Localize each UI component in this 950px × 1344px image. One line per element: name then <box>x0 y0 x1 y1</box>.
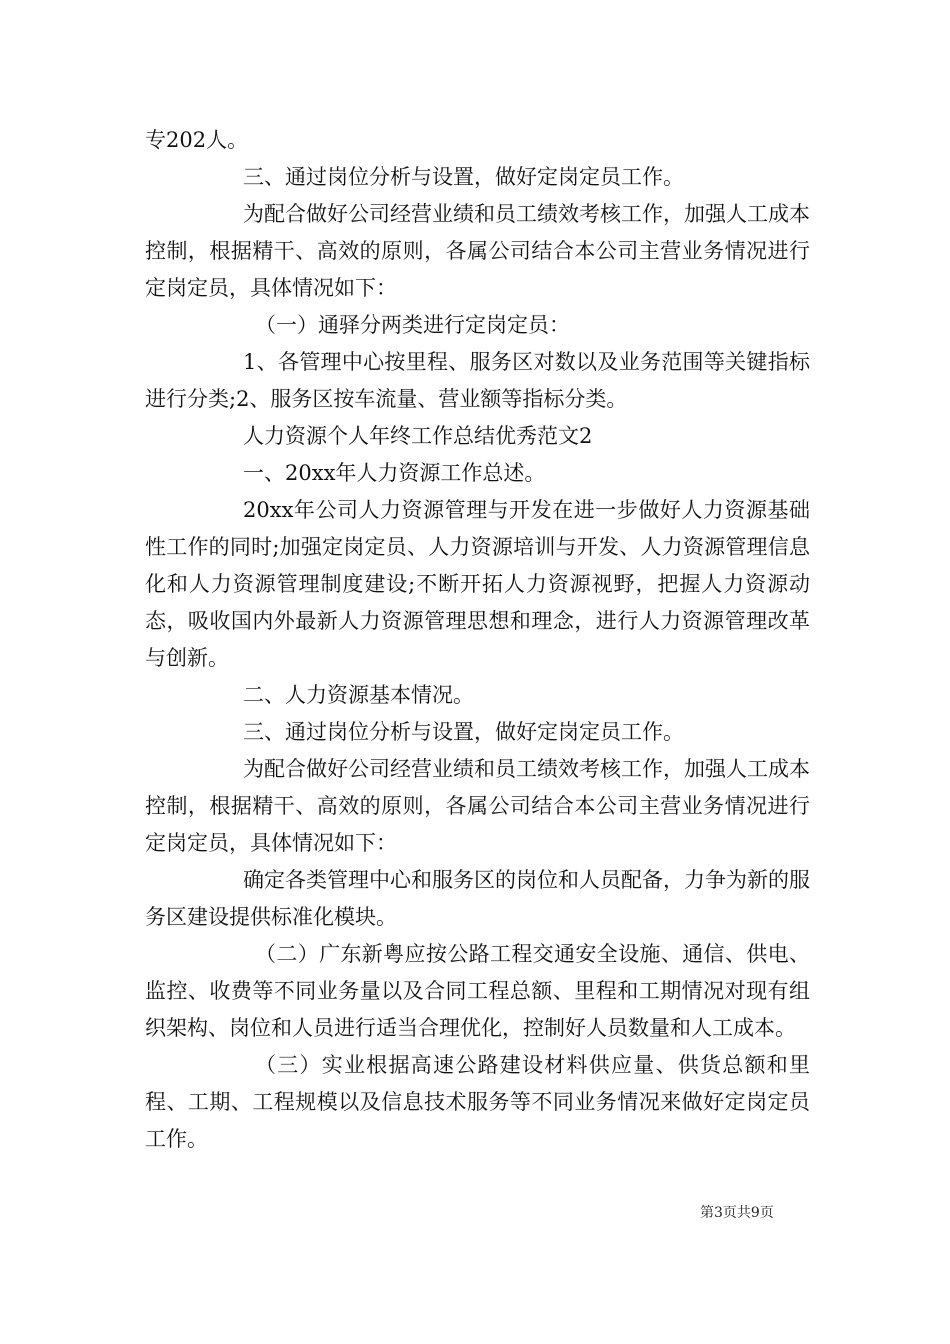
page-number: 第3页共9页 <box>700 1205 774 1221</box>
paragraph: 为配合做好公司经营业绩和员工绩效考核工作，加强人工成本控制，根据精干、高效的原则，各属公司结合本公司主营业务情况进行定岗定员，具体情况如下： <box>145 202 810 300</box>
section-heading-2: 二、人力资源基本情况。 <box>243 683 474 707</box>
paragraph: 确定各类管理中心和服务区的岗位和人员配备，力争为新的服务区建设提供标准化模块。 <box>145 868 810 929</box>
article-title: 人力资源个人年终工作总结优秀范文2 <box>243 424 593 448</box>
subsection-heading-3: （三）实业根据高速公路建设材料供应量、供货总额和里程、工期、工程规模以及信息技术服务等不同业务情况来做好定岗定员工作。 <box>145 1053 810 1151</box>
section-heading-3: 三、通过岗位分析与设置，做好定岗定员工作。 <box>243 720 684 744</box>
paragraph: 为配合做好公司经营业绩和员工绩效考核工作，加强人工成本控制，根据精干、高效的原则，各属公司结合本公司主营业务情况进行定岗定员，具体情况如下： <box>145 757 810 855</box>
paragraph-continuation: 专202人。 <box>145 128 249 152</box>
paragraph: 20xx年公司人力资源管理与开发在进一步做好人力资源基础性工作的同时;加强定岗定员、人力资源培训与开发、人力资源管理信息化和人力资源管理制度建设;不断开拓人力资源视野，把握人力资源动态，吸收国内外最新人力资源管理思想和理念，进行人力资源管理改革与创新。 <box>145 498 810 670</box>
subsection-heading-1: （一）通驿分两类进行定岗定员： <box>255 313 570 337</box>
section-heading-1: 一、20xx年人力资源工作总述。 <box>243 461 546 485</box>
document-body <box>145 122 810 1158</box>
subsection-heading-2: （二）广东新粤应按公路工程交通安全设施、通信、供电、监控、收费等不同业务量以及合同工程总额、里程和工期情况对现有组织架构、岗位和人员进行适当合理优化，控制好人员数量和人工成本。 <box>145 942 810 1040</box>
paragraph: 1、各管理中心按里程、服务区对数以及业务范围等关键指标进行分类;2、服务区按车流量、营业额等指标分类。 <box>145 350 810 411</box>
section-heading-3: 三、通过岗位分析与设置，做好定岗定员工作。 <box>243 165 684 189</box>
